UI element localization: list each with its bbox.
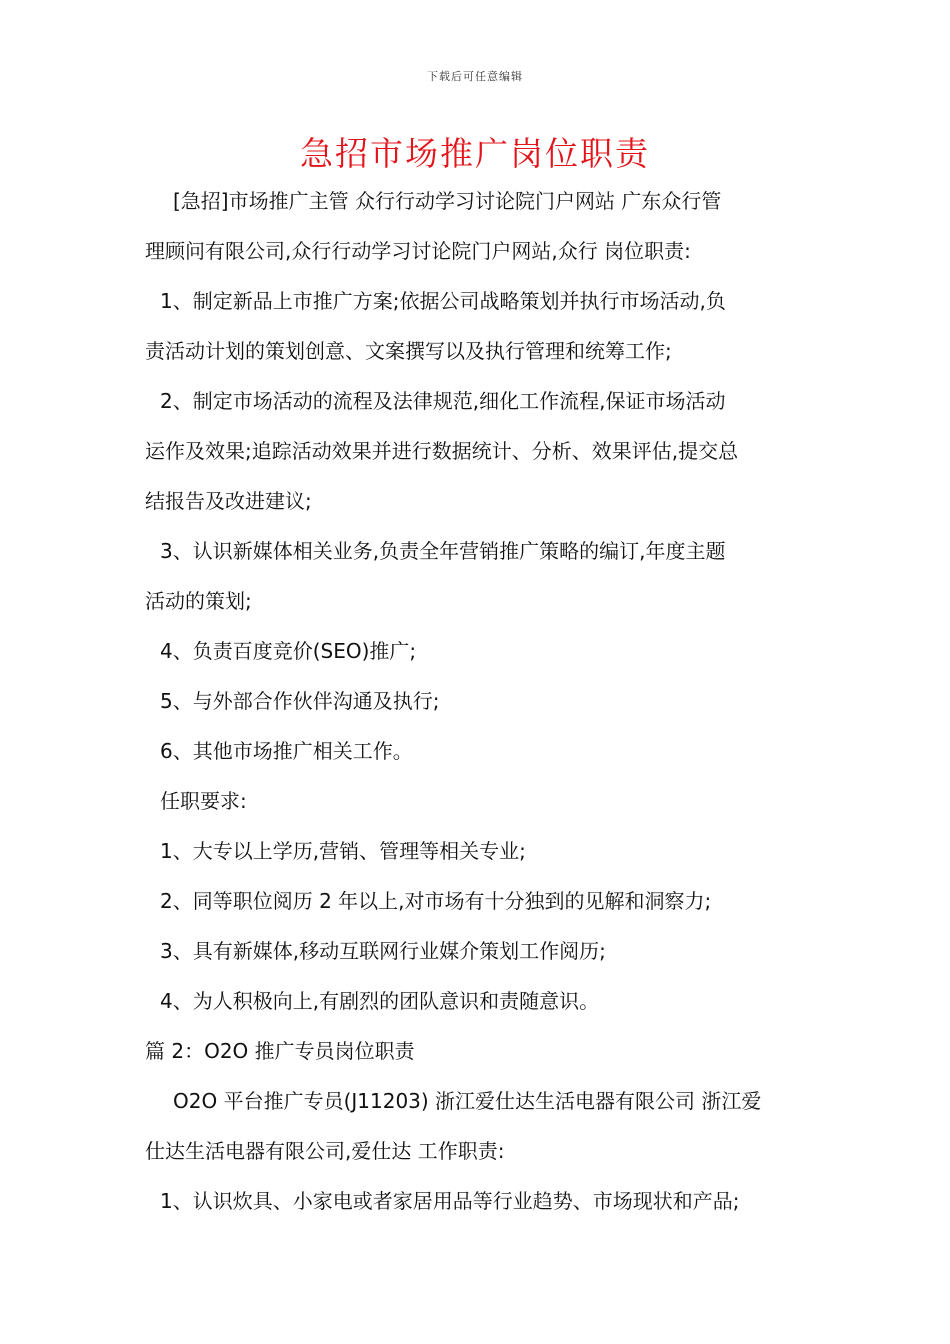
body-line: 仕达生活电器有限公司,爱仕达 工作职责: xyxy=(145,1139,505,1163)
body-line: 结报告及改进建议; xyxy=(145,489,312,513)
body-line: 3、认识新媒体相关业务,负责全年营销推广策略的编订,年度主题 xyxy=(160,539,726,563)
body-line: 责活动计划的策划创意、文案撰写以及执行管理和统筹工作; xyxy=(145,339,672,363)
body-line: 任职要求: xyxy=(160,789,247,813)
body-line: 运作及效果;追踪活动效果并进行数据统计、分析、效果评估,提交总 xyxy=(145,439,739,463)
document-title: 急招市场推广岗位职责 xyxy=(300,134,650,173)
body-line: 1、认识炊具、小家电或者家居用品等行业趋势、市场现状和产品; xyxy=(160,1189,740,1213)
body-line: 1、制定新品上市推广方案;依据公司战略策划并执行市场活动,负 xyxy=(160,289,726,313)
body-line: 4、负责百度竞价(SEO)推广; xyxy=(160,639,417,663)
body-line: 1、大专以上学历,营销、管理等相关专业; xyxy=(160,839,526,863)
page-header-note: 下载后可任意编辑 xyxy=(427,70,523,83)
body-line: 篇 2：O2O 推广专员岗位职责 xyxy=(145,1039,415,1063)
body-line: 6、其他市场推广相关工作。 xyxy=(160,739,413,763)
body-line: 3、具有新媒体,移动互联网行业媒介策划工作阅历; xyxy=(160,939,606,963)
body-line: 5、与外部合作伙伴沟通及执行; xyxy=(160,689,440,713)
body-line: 2、制定市场活动的流程及法律规范,细化工作流程,保证市场活动 xyxy=(160,389,726,413)
body-line: 2、同等职位阅历 2 年以上,对市场有十分独到的见解和洞察力; xyxy=(160,889,712,913)
document-body xyxy=(145,176,810,1226)
body-line: 4、为人积极向上,有剧烈的团队意识和责随意识。 xyxy=(160,989,600,1013)
body-line: [急招]市场推广主管 众行行动学习讨论院门户网站 广东众行管 xyxy=(173,189,722,213)
body-line: O2O 平台推广专员(J11203) 浙江爱仕达生活电器有限公司 浙江爱 xyxy=(173,1089,762,1113)
body-line: 理顾问有限公司,众行行动学习讨论院门户网站,众行 岗位职责: xyxy=(145,239,691,263)
body-line: 活动的策划; xyxy=(145,589,252,613)
